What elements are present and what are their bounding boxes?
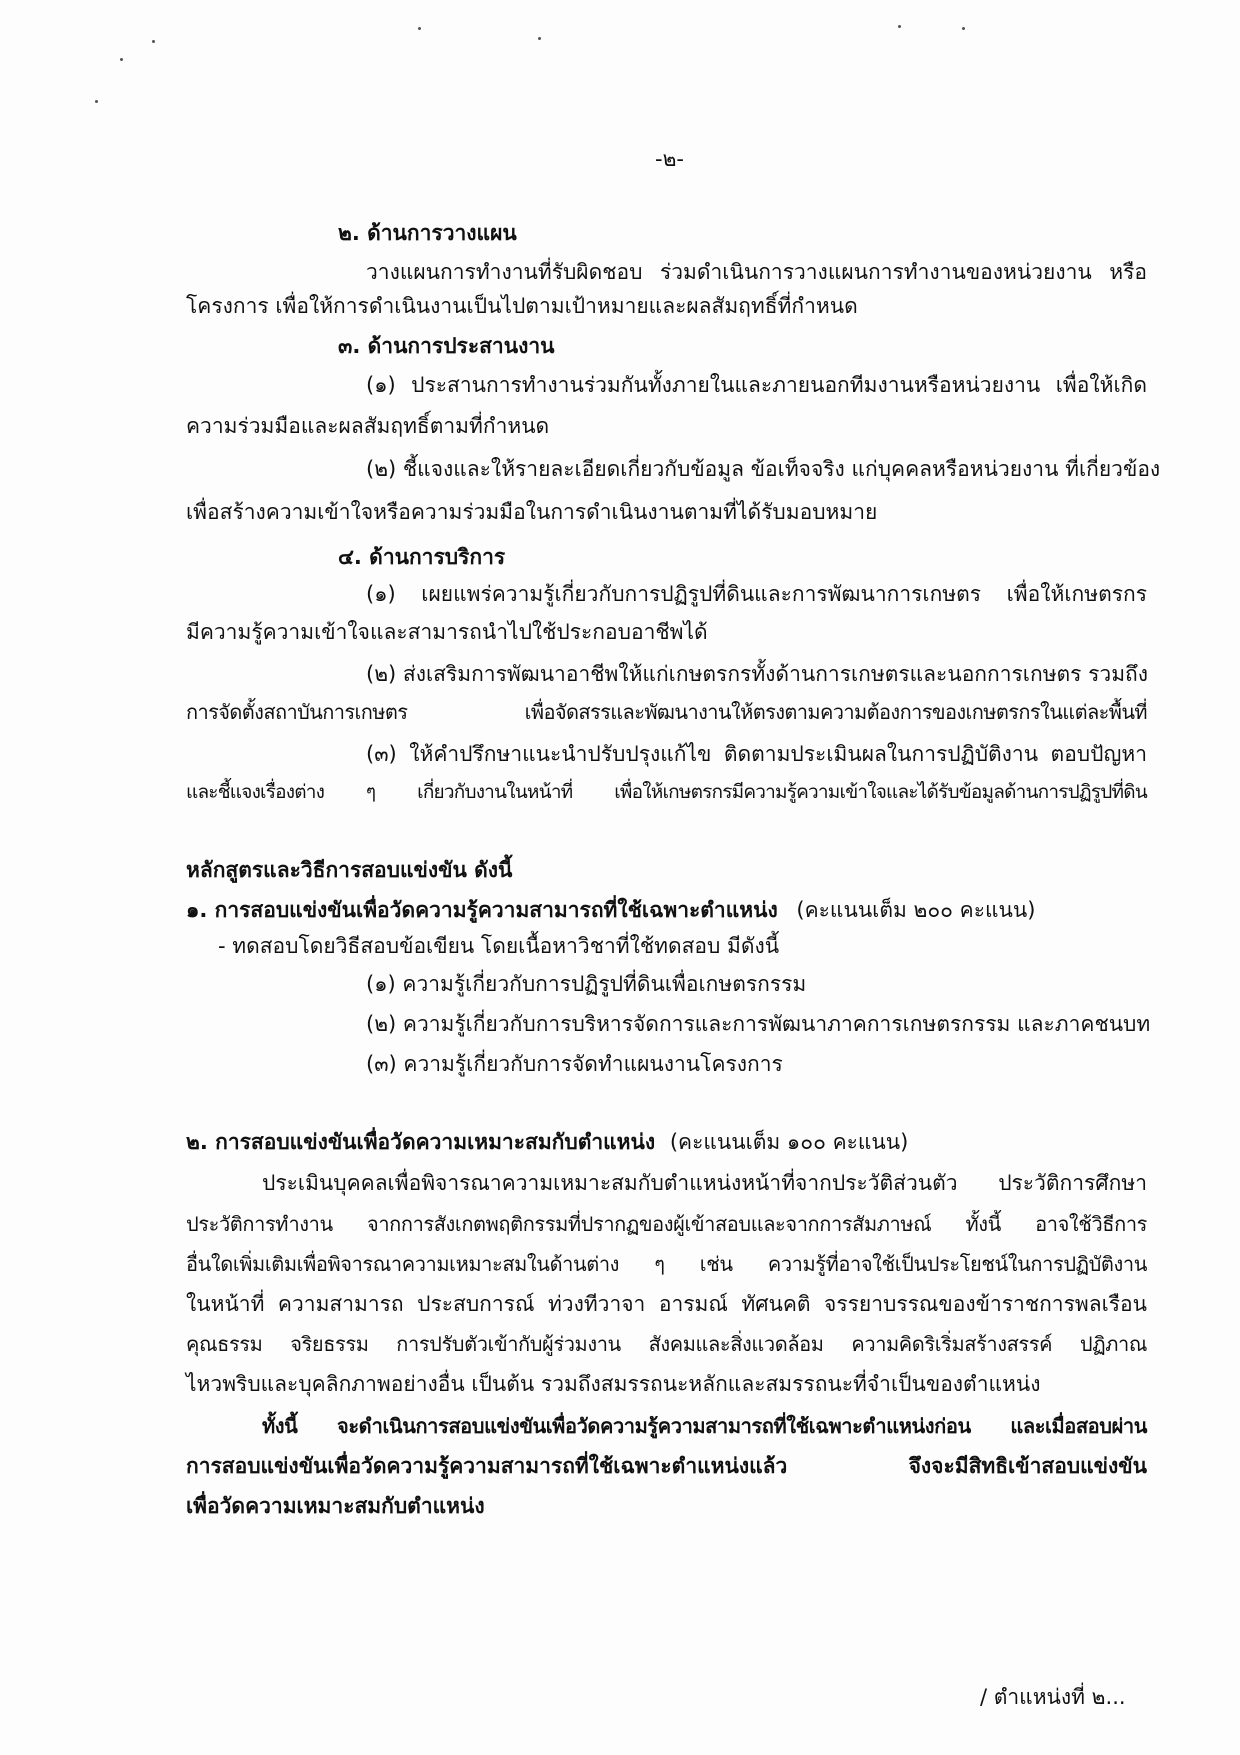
- test1-subject: (๑) ความรู้เกี่ยวกับการปฏิรูปที่ดินเพื่อเกษตรกรรม: [366, 972, 807, 996]
- scan-speck: [152, 40, 155, 43]
- test1-heading-score: (คะแนนเต็ม ๒๐๐ คะแนน): [796, 898, 1036, 922]
- section-heading-coordination: ๓. ด้านการประสานงาน: [338, 334, 555, 358]
- test2-paragraph-line: ประเมินบุคคลเพื่อพิจารณาความเหมาะสมกับตำแหน่งหน้าที่จากประวัติส่วนตัว ประวัติการศึกษา: [262, 1171, 1147, 1195]
- planning-paragraph-line: วางแผนการทำงานที่รับผิดชอบ ร่วมดำเนินการวางแผนการทำงานของหน่วยงาน หรือ: [366, 260, 1147, 284]
- test2-paragraph-line: ในหน้าที่ ความสามารถ ประสบการณ์ ท่วงทีวาจา อารมณ์ ทัศนคติ จรรยาบรรณของข้าราชการพลเรือน: [186, 1292, 1147, 1316]
- exam-note-line: การสอบแข่งขันเพื่อวัดความรู้ความสามารถที่ใช้เฉพาะตำแหน่งแล้ว จึงจะมีสิทธิเข้าสอบแข่งขัน: [186, 1454, 1147, 1478]
- test2-heading: [186, 1128, 908, 1156]
- scan-speck: [898, 25, 901, 28]
- test1-subject: (๓) ความรู้เกี่ยวกับการจัดทำแผนงานโครงการ: [366, 1052, 783, 1076]
- scan-speck: [418, 27, 421, 30]
- test2-paragraph-line: อื่นใดเพิ่มเติมเพื่อพิจารณาความเหมาะสมในด้านต่าง ๆ เช่น ความรู้ที่อาจใช้เป็นประโยชน์ในการปฏิบัติงาน: [186, 1252, 1147, 1276]
- test2-heading-score: (คะแนนเต็ม ๑๐๐ คะแนน): [669, 1130, 909, 1154]
- coordination-item-line: (๒) ชี้แจงและให้รายละเอียดเกี่ยวกับข้อมูล ข้อเท็จจริง แก่บุคคลหรือหน่วยงาน ที่เกี่ยวข้อง: [366, 457, 1161, 481]
- service-item-line: และชี้แจงเรื่องต่าง ๆ เกี่ยวกับงานในหน้าที่ เพื่อให้เกษตรกรมีความรู้ความเข้าใจและได้รับข้อมูลด้านการปฏิรูปที่ดิน: [186, 781, 1147, 803]
- continuation-marker: / ตำแหน่งที่ ๒...: [980, 1685, 1126, 1709]
- coordination-item-line: เพื่อสร้างความเข้าใจหรือความร่วมมือในการดำเนินงานตามที่ได้รับมอบหมาย: [186, 500, 878, 524]
- exam-note-line: เพื่อวัดความเหมาะสมกับตำแหน่ง: [186, 1494, 485, 1518]
- scan-speck: [962, 27, 965, 30]
- test1-heading-title: ๑. การสอบแข่งขันเพื่อวัดความรู้ความสามารถที่ใช้เฉพาะตำแหน่ง: [186, 898, 778, 922]
- test2-paragraph-line: ไหวพริบและบุคลิกภาพอย่างอื่น เป็นต้น รวมถึงสมรรถนะหลักและสมรรถนะที่จำเป็นของตำแหน่ง: [186, 1372, 1041, 1396]
- test2-paragraph-line: คุณธรรม จริยธรรม การปรับตัวเข้ากับผู้ร่วมงาน สังคมและสิ่งแวดล้อม ความคิดริเริ่มสร้างสรรค์ ปฏิภาณ: [186, 1332, 1147, 1356]
- coordination-item-line: (๑) ประสานการทำงานร่วมกันทั้งภายในและภายนอกทีมงานหรือหน่วยงาน เพื่อให้เกิด: [366, 373, 1147, 397]
- service-item-line: (๑) เผยแพร่ความรู้เกี่ยวกับการปฏิรูปที่ดินและการพัฒนาการเกษตร เพื่อให้เกษตรกร: [366, 582, 1147, 606]
- planning-paragraph-line: โครงการ เพื่อให้การดำเนินงานเป็นไปตามเป้าหมายและผลสัมฤทธิ์ที่กำหนด: [186, 294, 858, 318]
- scan-speck: [95, 100, 98, 103]
- page-number: -๒-: [655, 147, 684, 171]
- scan-speck: [120, 58, 123, 61]
- service-item-line: (๒) ส่งเสริมการพัฒนาอาชีพให้แก่เกษตรกรทั้งด้านการเกษตรและนอกการเกษตร รวมถึง: [366, 662, 1149, 686]
- curriculum-heading: หลักสูตรและวิธีการสอบแข่งขัน ดังนี้: [186, 858, 513, 882]
- section-heading-service: ๔. ด้านการบริการ: [338, 545, 506, 569]
- service-item-line: มีความรู้ความเข้าใจและสามารถนำไปใช้ประกอบอาชีพได้: [186, 620, 708, 644]
- test2-heading-title: ๒. การสอบแข่งขันเพื่อวัดความเหมาะสมกับตำแหน่ง: [186, 1130, 656, 1154]
- scan-speck: [538, 37, 541, 40]
- test1-heading: [186, 896, 1035, 924]
- service-item-line: การจัดตั้งสถาบันการเกษตร เพื่อจัดสรรและพัฒนางานให้ตรงตามความต้องการของเกษตรกรในแต่ละพื้นที่: [186, 700, 1147, 724]
- coordination-item-line: ความร่วมมือและผลสัมฤทธิ์ตามที่กำหนด: [186, 414, 550, 438]
- service-item-line: (๓) ให้คำปรึกษาแนะนำปรับปรุงแก้ไข ติดตามประเมินผลในการปฏิบัติงาน ตอบปัญหา: [366, 742, 1147, 766]
- exam-note-line: ทั้งนี้ จะดำเนินการสอบแข่งขันเพื่อวัดความรู้ความสามารถที่ใช้เฉพาะตำแหน่งก่อน และเมื่อสอบผ่าน: [262, 1414, 1147, 1438]
- test2-paragraph-line: ประวัติการทำงาน จากการสังเกตพฤติกรรมที่ปรากฏของผู้เข้าสอบและจากการสัมภาษณ์ ทั้งนี้ อาจใช้วิธีการ: [186, 1212, 1147, 1236]
- test1-method: - ทดสอบโดยวิธีสอบข้อเขียน โดยเนื้อหาวิชาที่ใช้ทดสอบ มีดังนี้: [218, 934, 780, 958]
- section-heading-planning: ๒. ด้านการวางแผน: [338, 221, 517, 245]
- test1-subject: (๒) ความรู้เกี่ยวกับการบริหารจัดการและการพัฒนาภาคการเกษตรกรรม และภาคชนบท: [366, 1012, 1151, 1036]
